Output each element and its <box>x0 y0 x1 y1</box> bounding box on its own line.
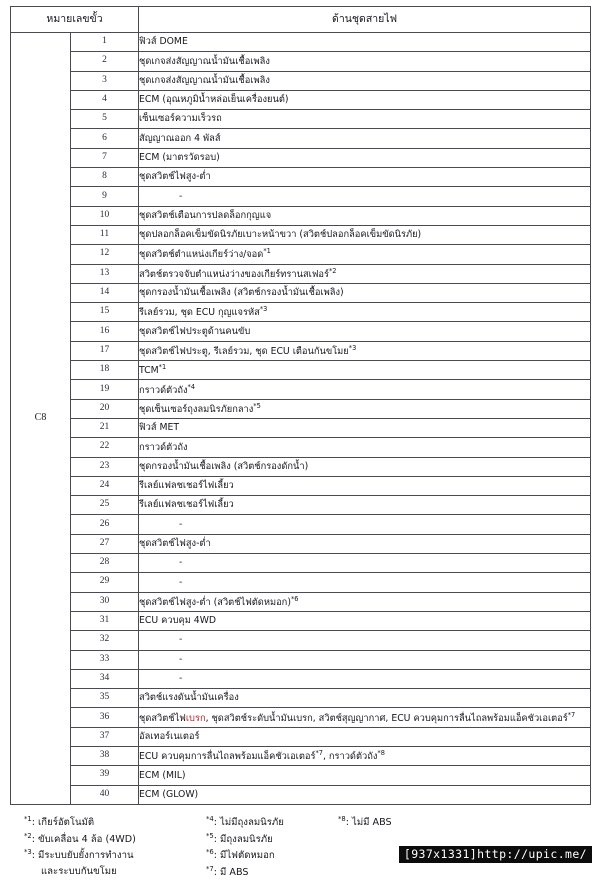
legend-column-3 <box>338 814 488 831</box>
pin-number-cell: 22 <box>71 438 139 457</box>
table-row <box>11 766 591 785</box>
pin-number-cell: 27 <box>71 534 139 553</box>
table-row <box>11 283 591 302</box>
legend-item: $^{*8}$: ไม่มี ABS <box>338 814 392 829</box>
legend-item: $^{*4}$: ไม่มีถุงลมนิรภัย <box>206 814 284 829</box>
legend-marker: *8 <box>338 814 346 823</box>
header-harness-side: ด้านชุดสายไฟ <box>139 7 591 33</box>
description-cell: สัญญาณออก 4 พัลส์ <box>139 129 591 148</box>
description-cell: กราวด์ตัวถัง <box>139 438 591 457</box>
pin-number-cell: 3 <box>71 71 139 90</box>
legend-item: $^{*6}$: มีไฟตัดหมอก <box>206 848 275 862</box>
table-row <box>11 592 591 611</box>
pin-number-cell: 20 <box>71 399 139 418</box>
table-row <box>11 554 591 573</box>
description-cell: ชุดสวิตช์ไฟสูง-ต่ำ <box>139 168 591 187</box>
legend-item: $^{*3}$: มีระบบยับยั้งการทำงาน <box>24 848 134 862</box>
table-row <box>11 71 591 90</box>
legend-marker: *6 <box>206 848 214 857</box>
connector-label-cell: C8 <box>11 33 71 805</box>
table-row <box>11 322 591 341</box>
table-row <box>11 303 591 322</box>
footnote-marker: *5 <box>253 401 261 410</box>
legend-marker: *5 <box>206 831 214 840</box>
table-row <box>11 746 591 765</box>
description-cell: - <box>139 187 591 206</box>
legend-item: $^{*2}$: ขับเคลื่อน 4 ล้อ (4WD) <box>24 831 136 845</box>
table-row <box>11 476 591 495</box>
pin-number-cell: 25 <box>71 496 139 515</box>
table-row <box>11 785 591 804</box>
pin-number-cell: 6 <box>71 129 139 148</box>
legend-marker: *3 <box>24 848 32 857</box>
description-cell: อัลเทอร์เนเตอร์ <box>139 727 591 746</box>
description-cell: - <box>139 631 591 650</box>
pin-number-cell: 33 <box>71 650 139 669</box>
footnote-marker: *4 <box>187 382 196 391</box>
table-row <box>11 52 591 71</box>
footnote-marker: *1 <box>158 363 167 372</box>
description-cell: ชุดสวิตช์ตำแหน่งเกียร์ว่าง/จอด$^{*1}$ <box>139 245 591 264</box>
table-row <box>11 631 591 650</box>
pin-number-cell: 36 <box>71 708 139 727</box>
highlighted-term: เบรก <box>185 712 206 724</box>
pin-number-cell: 15 <box>71 303 139 322</box>
pin-number-cell: 32 <box>71 631 139 650</box>
pin-number-cell: 14 <box>71 283 139 302</box>
description-cell: - <box>139 669 591 688</box>
footnote-marker: *8 <box>377 749 385 758</box>
description-cell: รีเลย์รวม, ชุด ECU กุญแจรหัส$^{*3}$ <box>139 303 591 322</box>
table-row <box>11 418 591 437</box>
legend-item: $^{*7}$: มี ABS <box>206 865 249 879</box>
pin-number-cell: 1 <box>71 33 139 52</box>
table-row <box>11 573 591 592</box>
pin-number-cell: 2 <box>71 52 139 71</box>
description-cell: ชุดกรองน้ำมันเชื้อเพลิง (สวิตช์กรองดักน้ำ) <box>139 457 591 476</box>
table-row <box>11 33 591 52</box>
description-cell: ชุดกรองน้ำมันเชื้อเพลิง (สวิตช์กรองน้ำมันเชื้อเพลิง) <box>139 283 591 302</box>
legend-item: $^{*1}$: เกียร์อัตโนมัติ <box>24 814 95 829</box>
description-cell: ชุดปลอกล็อคเข็มขัดนิรภัยเบาะหน้าขวา (สวิตช์ปลอกล็อคเข็มขัดนิรภัย) <box>139 225 591 244</box>
description-cell: ECU ควบคุม 4WD <box>139 611 591 630</box>
table-row <box>11 341 591 360</box>
table-row <box>11 245 591 264</box>
pin-number-cell: 17 <box>71 341 139 360</box>
description-cell: - <box>139 554 591 573</box>
watermark-url: http://upic.me/ <box>477 846 587 861</box>
table-row <box>11 380 591 399</box>
description-cell: ชุดสวิตช์ไฟสูง-ต่ำ <box>139 534 591 553</box>
table-row <box>11 225 591 244</box>
description-cell: ECU ควบคุมการลื่นไถลพร้อมแอ็คชัวเอเตอร์$^{*7}$, กราวด์ตัวถัง$^{*8}$ <box>139 746 591 765</box>
table-row <box>11 168 591 187</box>
legend-marker: *4 <box>206 814 214 823</box>
table-row <box>11 438 591 457</box>
description-cell: TCM$^{*1}$ <box>139 361 591 380</box>
legend-column-1 <box>24 814 206 880</box>
legend-marker: *7 <box>206 865 214 874</box>
table-row <box>11 457 591 476</box>
legend-column-2 <box>206 814 338 881</box>
legend-marker: *1 <box>24 814 32 823</box>
table-row <box>11 708 591 727</box>
pin-number-cell: 35 <box>71 689 139 708</box>
description-cell: ECM (GLOW) <box>139 785 591 804</box>
description-cell: ECM (อุณหภูมิน้ำหล่อเย็นเครื่องยนต์) <box>139 90 591 109</box>
description-cell: ECM (มาตรวัดรอบ) <box>139 148 591 167</box>
description-cell: ฟิวส์ DOME <box>139 33 591 52</box>
table-row <box>11 361 591 380</box>
footnote-marker: *7 <box>315 749 323 758</box>
table-row <box>11 496 591 515</box>
table-header <box>11 7 591 33</box>
table-row <box>11 727 591 746</box>
pin-number-cell: 5 <box>71 110 139 129</box>
pin-number-cell: 11 <box>71 225 139 244</box>
table-row <box>11 187 591 206</box>
table-row <box>11 669 591 688</box>
table-row <box>11 611 591 630</box>
description-cell: ชุดสวิตช์ไฟประตู, รีเลย์รวม, ชุด ECU เตือนกันขโมย$^{*3}$ <box>139 341 591 360</box>
footnote-marker: *1 <box>263 247 271 256</box>
pin-number-cell: 30 <box>71 592 139 611</box>
table-row <box>11 689 591 708</box>
pin-number-cell: 9 <box>71 187 139 206</box>
description-cell: ECM (MIL) <box>139 766 591 785</box>
pin-number-cell: 18 <box>71 361 139 380</box>
pin-number-cell: 8 <box>71 168 139 187</box>
table-row <box>11 90 591 109</box>
description-cell: สวิตช์ตรวจจับตำแหน่งว่างของเกียร์ทรานสเฟอร์$^{*2}$ <box>139 264 591 283</box>
table-row <box>11 515 591 534</box>
pin-number-cell: 7 <box>71 148 139 167</box>
pin-number-cell: 21 <box>71 418 139 437</box>
description-cell: ฟิวส์ MET <box>139 418 591 437</box>
fuse-terminal-table <box>10 6 591 805</box>
table-row <box>11 399 591 418</box>
footnote-marker: *3 <box>259 305 268 314</box>
header-row <box>11 7 591 33</box>
description-cell: รีเลย์แฟลชเชอร์ไฟเลี้ยว <box>139 476 591 495</box>
pin-number-cell: 31 <box>71 611 139 630</box>
pin-number-cell: 39 <box>71 766 139 785</box>
footnote-marker: *3 <box>348 343 357 352</box>
description-cell: - <box>139 650 591 669</box>
description-cell: ชุดเซ็นเซอร์ถุงลมนิรภัยกลาง$^{*5}$ <box>139 399 591 418</box>
table-row <box>11 534 591 553</box>
pin-number-cell: 38 <box>71 746 139 765</box>
table-row <box>11 129 591 148</box>
source-watermark <box>399 846 592 863</box>
pin-number-cell: 29 <box>71 573 139 592</box>
pin-number-cell: 34 <box>71 669 139 688</box>
pin-number-cell: 19 <box>71 380 139 399</box>
watermark-dimensions: [937x1331] <box>403 846 478 861</box>
description-cell: ชุดสวิตช์ไฟประตูด้านคนขับ <box>139 322 591 341</box>
description-cell: - <box>139 515 591 534</box>
description-cell: รีเลย์แฟลชเชอร์ไฟเลี้ยว <box>139 496 591 515</box>
header-terminal-number: หมายเลขขั้ว <box>11 7 139 33</box>
pin-number-cell: 13 <box>71 264 139 283</box>
description-cell: เซ็นเซอร์ความเร็วรถ <box>139 110 591 129</box>
footnote-marker: *7 <box>567 710 576 719</box>
pin-number-cell: 37 <box>71 727 139 746</box>
pin-number-cell: 4 <box>71 90 139 109</box>
table-row <box>11 110 591 129</box>
description-cell: สวิตช์แรงดันน้ำมันเครื่อง <box>139 689 591 708</box>
legend-marker: *2 <box>24 831 32 840</box>
description-cell: - <box>139 573 591 592</box>
legend-item: $^{*5}$: มีถุงลมนิรภัย <box>206 831 273 845</box>
footnote-marker: *6 <box>290 594 299 603</box>
table-row <box>11 650 591 669</box>
description-cell: กราวด์ตัวถัง$^{*4}$ <box>139 380 591 399</box>
table-body <box>11 33 591 805</box>
pin-number-cell: 24 <box>71 476 139 495</box>
legend-item-continuation: และระบบกันขโมย <box>41 866 117 878</box>
pin-number-cell: 40 <box>71 785 139 804</box>
description-cell: ชุดสวิตช์ไฟเบรก, ชุดสวิตช์ระดับน้ำมันเบรก, สวิตช์สุญญากาศ, ECU ควบคุมการลื่นไถลพร้อมแอ็คชัวเอเตอร์$^{*7}$ <box>139 708 591 727</box>
description-cell: ชุดสวิตช์เตือนการปลดล็อกกุญแจ <box>139 206 591 225</box>
table-row <box>11 206 591 225</box>
pin-number-cell: 26 <box>71 515 139 534</box>
pin-number-cell: 16 <box>71 322 139 341</box>
pin-number-cell: 28 <box>71 554 139 573</box>
table-row <box>11 264 591 283</box>
description-cell: ชุดเกจส่งสัญญาณน้ำมันเชื้อเพลิง <box>139 71 591 90</box>
description-cell: ชุดเกจส่งสัญญาณน้ำมันเชื้อเพลิง <box>139 52 591 71</box>
pin-number-cell: 12 <box>71 245 139 264</box>
description-cell: ชุดสวิตช์ไฟสูง-ต่ำ (สวิตช์ไฟตัดหมอก)$^{*6}$ <box>139 592 591 611</box>
table-row <box>11 148 591 167</box>
pin-number-cell: 23 <box>71 457 139 476</box>
pin-number-cell: 10 <box>71 206 139 225</box>
footnote-marker: *2 <box>329 266 337 275</box>
